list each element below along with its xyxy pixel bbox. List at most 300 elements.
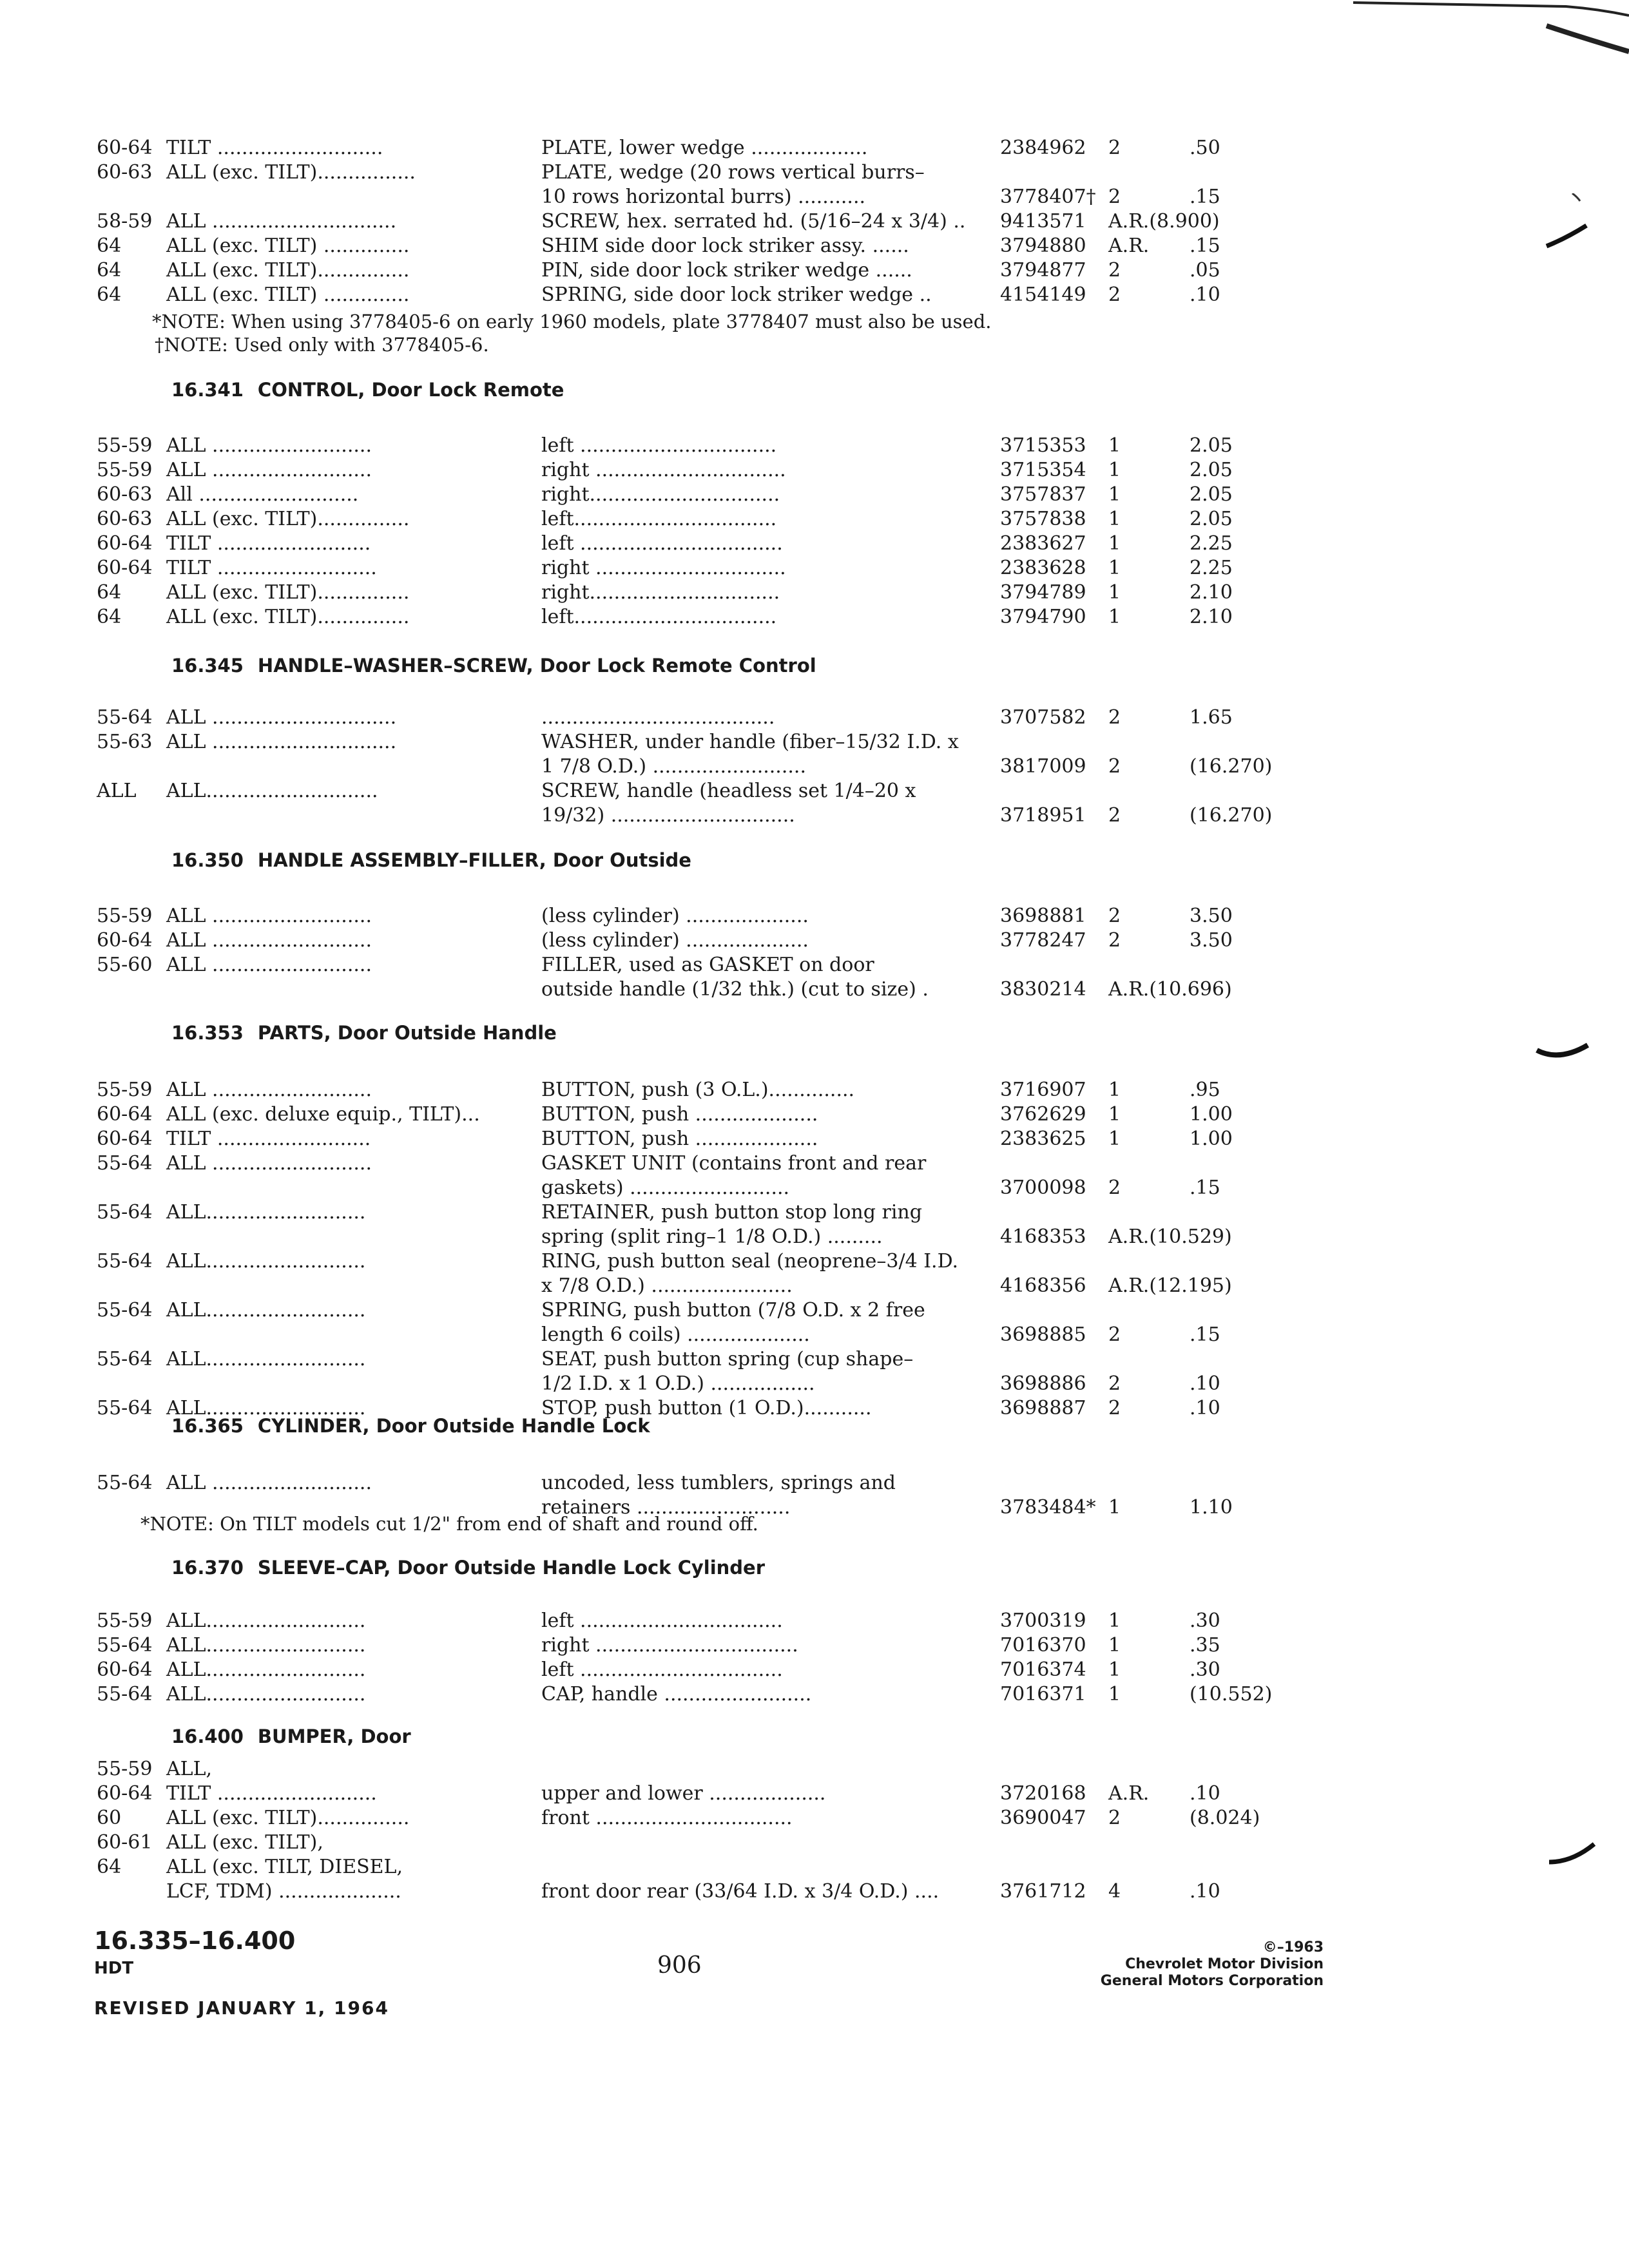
section-subtitle: Door Outside Handle Lock bbox=[369, 1415, 650, 1437]
quantity: A.R.(12.195) bbox=[1108, 1274, 1232, 1297]
part-description: length 6 coils) .................... bbox=[541, 1323, 810, 1346]
part-number: 3762629 bbox=[1000, 1103, 1086, 1126]
model-spec: All .......................... bbox=[166, 483, 359, 506]
section-subtitle: Door Lock Remote bbox=[365, 379, 564, 401]
part-description: 19/32) .............................. bbox=[541, 804, 795, 827]
parts-row bbox=[0, 928, 1629, 954]
part-number: 4168356 bbox=[1000, 1274, 1086, 1297]
year-range: 60-64 bbox=[97, 1103, 153, 1126]
model-spec: ALL (exc. TILT)............... bbox=[166, 581, 410, 604]
parts-row bbox=[0, 729, 1629, 755]
year-range: 55-64 bbox=[97, 1299, 153, 1321]
model-spec: ALL (exc. TILT)............... bbox=[166, 606, 410, 628]
year-range: 64 bbox=[97, 284, 122, 306]
year-range: 60-64 bbox=[97, 532, 153, 555]
parts-row bbox=[0, 1470, 1629, 1496]
quantity: A.R. bbox=[1108, 1782, 1150, 1805]
parts-row bbox=[0, 1126, 1629, 1152]
model-spec: ALL (exc. TILT)............... bbox=[166, 1807, 410, 1829]
part-description: front ................................ bbox=[541, 1807, 793, 1829]
year-range: 55-59 bbox=[97, 459, 153, 481]
part-description: SPRING, push button (7/8 O.D. x 2 free bbox=[541, 1299, 925, 1321]
parts-row bbox=[0, 977, 1629, 1003]
model-spec: ALL .......................... bbox=[166, 434, 372, 457]
part-description: right............................... bbox=[541, 483, 780, 506]
model-spec: ALL.......................... bbox=[166, 1610, 366, 1632]
parts-row bbox=[0, 1657, 1629, 1683]
quantity: 2 bbox=[1108, 1323, 1121, 1346]
year-range: 64 bbox=[97, 1856, 122, 1878]
section-number: 16.353 bbox=[171, 1022, 244, 1044]
price: .15 bbox=[1190, 1323, 1220, 1346]
parts-row bbox=[0, 903, 1629, 929]
parts-row bbox=[0, 1175, 1629, 1201]
parts-row bbox=[0, 754, 1629, 780]
quantity: 1 bbox=[1108, 581, 1121, 604]
section-number: 16.341 bbox=[171, 379, 244, 401]
quantity: A.R. bbox=[1108, 235, 1150, 257]
price: .35 bbox=[1190, 1634, 1220, 1657]
price: 2.05 bbox=[1190, 459, 1233, 481]
part-number: 3778247 bbox=[1000, 929, 1086, 952]
part-description: ...................................... bbox=[541, 706, 775, 729]
price: (10.552) bbox=[1190, 1683, 1273, 1706]
year-range: 55-64 bbox=[97, 1634, 153, 1657]
part-number: 3830214 bbox=[1000, 978, 1086, 1001]
price: .05 bbox=[1190, 259, 1220, 282]
parts-row bbox=[0, 1854, 1629, 1880]
part-number: 3783484* bbox=[1000, 1496, 1096, 1519]
part-number: 3715353 bbox=[1000, 434, 1086, 457]
price: .50 bbox=[1190, 137, 1220, 159]
part-description: left................................. bbox=[541, 508, 777, 530]
model-spec: LCF, TDM) .................... bbox=[166, 1880, 401, 1903]
part-description: gaskets) .......................... bbox=[541, 1177, 790, 1199]
model-spec: ALL (exc. TILT)............... bbox=[166, 259, 410, 282]
part-description: 1 7/8 O.D.) ......................... bbox=[541, 755, 806, 778]
part-description: SCREW, handle (headless set 1/4–20 x bbox=[541, 780, 916, 802]
model-spec: ALL.......................... bbox=[166, 1658, 366, 1681]
part-number: 3761712 bbox=[1000, 1880, 1086, 1903]
model-spec: ALL (exc. TILT, DIESEL, bbox=[166, 1856, 403, 1878]
parts-row bbox=[0, 1347, 1629, 1372]
section-number: 16.365 bbox=[171, 1415, 244, 1437]
price: 2.05 bbox=[1190, 483, 1233, 506]
parts-row bbox=[0, 803, 1629, 829]
part-number: 3757837 bbox=[1000, 483, 1086, 506]
model-spec: ALL .......................... bbox=[166, 1472, 372, 1494]
quantity: 2 bbox=[1108, 929, 1121, 952]
price: 2.10 bbox=[1190, 606, 1233, 628]
price: 1.10 bbox=[1190, 1496, 1233, 1519]
model-spec: ALL .......................... bbox=[166, 1079, 372, 1101]
model-spec: ALL .......................... bbox=[166, 905, 372, 927]
section-subtitle: Door bbox=[354, 1725, 411, 1747]
part-description: right ............................... bbox=[541, 557, 786, 579]
year-range: 64 bbox=[97, 606, 122, 628]
parts-row bbox=[0, 1273, 1629, 1299]
quantity: 2 bbox=[1108, 804, 1121, 827]
model-spec: ALL.......................... bbox=[166, 1250, 366, 1273]
section-number: 16.350 bbox=[171, 849, 244, 871]
parts-row bbox=[0, 1371, 1629, 1397]
price: .15 bbox=[1190, 1177, 1220, 1199]
price: .30 bbox=[1190, 1658, 1220, 1681]
year-range: ALL bbox=[97, 780, 137, 802]
price: .10 bbox=[1190, 1372, 1220, 1395]
model-spec: ALL (exc. TILT)............... bbox=[166, 508, 410, 530]
part-number: 3720168 bbox=[1000, 1782, 1086, 1805]
model-spec: TILT ......................... bbox=[166, 532, 371, 555]
parts-row bbox=[0, 1249, 1629, 1274]
revision-date: REVISED JANUARY 1, 1964 bbox=[94, 1997, 389, 2019]
year-range: 60-64 bbox=[97, 929, 153, 952]
year-range: 55-64 bbox=[97, 1250, 153, 1273]
price: (16.270) bbox=[1190, 755, 1273, 778]
parts-row bbox=[0, 433, 1629, 459]
part-description: x 7/8 O.D.) ....................... bbox=[541, 1274, 793, 1297]
part-description: (less cylinder) .................... bbox=[541, 905, 809, 927]
parts-row bbox=[0, 1781, 1629, 1807]
quantity: 2 bbox=[1108, 1397, 1121, 1419]
copyright-block bbox=[1101, 1939, 1324, 1990]
part-description: PLATE, wedge (20 rows vertical burrs– bbox=[541, 161, 925, 184]
price: .10 bbox=[1190, 1880, 1220, 1903]
parts-row bbox=[0, 555, 1629, 581]
price: .15 bbox=[1190, 235, 1220, 257]
parts-row bbox=[0, 1682, 1629, 1707]
parts-row bbox=[0, 506, 1629, 532]
price: 2.25 bbox=[1190, 532, 1233, 555]
scan-mark bbox=[1353, 0, 1629, 64]
quantity: A.R.(10.696) bbox=[1108, 978, 1232, 1001]
part-description: uncoded, less tumblers, springs and bbox=[541, 1472, 896, 1494]
year-range: 55-64 bbox=[97, 1683, 153, 1706]
part-number: 3698887 bbox=[1000, 1397, 1086, 1419]
quantity: 2 bbox=[1108, 137, 1121, 159]
parts-row bbox=[0, 1608, 1629, 1634]
division-name: Chevrolet Motor Division bbox=[1125, 1956, 1324, 1972]
parts-row bbox=[0, 778, 1629, 804]
part-description: left ................................. bbox=[541, 1610, 783, 1632]
section-number: 16.345 bbox=[171, 655, 244, 677]
parts-row bbox=[0, 1805, 1629, 1831]
model-spec: ALL .............................. bbox=[166, 210, 397, 233]
part-number: 4154149 bbox=[1000, 284, 1086, 306]
model-spec: ALL .......................... bbox=[166, 954, 372, 976]
part-description: GASKET UNIT (contains front and rear bbox=[541, 1152, 927, 1175]
parts-row bbox=[0, 952, 1629, 978]
year-range: 60-64 bbox=[97, 1128, 153, 1150]
quantity: 1 bbox=[1108, 532, 1121, 555]
price: .30 bbox=[1190, 1610, 1220, 1632]
parts-row bbox=[0, 209, 1629, 235]
parts-row bbox=[0, 1200, 1629, 1225]
year-range: 55-59 bbox=[97, 1079, 153, 1101]
part-number: 3794789 bbox=[1000, 581, 1086, 604]
model-spec: ALL (exc. TILT) .............. bbox=[166, 235, 410, 257]
year-range: 60-63 bbox=[97, 483, 153, 506]
quantity: A.R.(8.900) bbox=[1108, 210, 1220, 233]
section-header bbox=[171, 379, 564, 401]
note: *NOTE: On TILT models cut 1/2" from end of shaft and round off. bbox=[140, 1513, 758, 1535]
note: †NOTE: Used only with 3778405-6. bbox=[155, 334, 489, 356]
year-range: 55-60 bbox=[97, 954, 153, 976]
part-description: outside handle (1/32 thk.) (cut to size) . bbox=[541, 978, 929, 1001]
model-spec: ALL .......................... bbox=[166, 459, 372, 481]
parts-row bbox=[0, 1077, 1629, 1103]
parts-row bbox=[0, 258, 1629, 284]
year-range: 55-59 bbox=[97, 905, 153, 927]
part-description: right............................... bbox=[541, 581, 780, 604]
year-range: 64 bbox=[97, 581, 122, 604]
section-name: BUMPER, bbox=[257, 1725, 354, 1747]
part-description: right ................................. bbox=[541, 1634, 798, 1657]
series-label: HDT bbox=[94, 1959, 134, 1978]
quantity: 1 bbox=[1108, 1496, 1121, 1519]
part-number: 3698885 bbox=[1000, 1323, 1086, 1346]
parts-row bbox=[0, 1151, 1629, 1177]
model-spec: TILT ........................... bbox=[166, 137, 383, 159]
section-name: CONTROL, bbox=[257, 379, 365, 401]
parts-row bbox=[0, 282, 1629, 308]
parts-row bbox=[0, 1322, 1629, 1348]
year-range: 60-64 bbox=[97, 137, 153, 159]
part-number: 7016370 bbox=[1000, 1634, 1086, 1657]
part-number: 3690047 bbox=[1000, 1807, 1086, 1829]
price: 2.05 bbox=[1190, 434, 1233, 457]
year-range: 60-63 bbox=[97, 161, 153, 184]
copyright: ©–1963 bbox=[1262, 1939, 1324, 1956]
part-number: 3778407† bbox=[1000, 186, 1096, 208]
year-range: 64 bbox=[97, 235, 122, 257]
price: (8.024) bbox=[1190, 1807, 1260, 1829]
quantity: 2 bbox=[1108, 259, 1121, 282]
part-description: FILLER, used as GASKET on door bbox=[541, 954, 874, 976]
model-spec: ALL.......................... bbox=[166, 1299, 366, 1321]
part-number: 3698881 bbox=[1000, 905, 1086, 927]
part-description: WASHER, under handle (fiber–15/32 I.D. x bbox=[541, 731, 959, 753]
year-range: 60-64 bbox=[97, 1658, 153, 1681]
part-description: SEAT, push button spring (cup shape– bbox=[541, 1348, 914, 1370]
parts-row bbox=[0, 1102, 1629, 1128]
part-description: front door rear (33/64 I.D. x 3/4 O.D.) .... bbox=[541, 1880, 940, 1903]
price: .15 bbox=[1190, 186, 1220, 208]
section-subtitle: Door Outside Handle Lock Cylinder bbox=[390, 1557, 766, 1579]
part-number: 3707582 bbox=[1000, 706, 1086, 729]
part-description: PLATE, lower wedge ................... bbox=[541, 137, 868, 159]
part-number: 3794790 bbox=[1000, 606, 1086, 628]
price: .10 bbox=[1190, 1397, 1220, 1419]
section-name: HANDLE–WASHER–SCREW, bbox=[257, 655, 534, 677]
price: 2.25 bbox=[1190, 557, 1233, 579]
section-subtitle: Door Outside bbox=[546, 849, 691, 871]
price: .10 bbox=[1190, 1782, 1220, 1805]
part-description: SPRING, side door lock striker wedge .. bbox=[541, 284, 932, 306]
part-number: 2383625 bbox=[1000, 1128, 1086, 1150]
model-spec: ALL.......................... bbox=[166, 1348, 366, 1370]
part-number: 3794877 bbox=[1000, 259, 1086, 282]
quantity: 4 bbox=[1108, 1880, 1121, 1903]
model-spec: ALL (exc. deluxe equip., TILT)... bbox=[166, 1103, 480, 1126]
price: (16.270) bbox=[1190, 804, 1273, 827]
quantity: 1 bbox=[1108, 1683, 1121, 1706]
model-spec: TILT .......................... bbox=[166, 557, 377, 579]
part-number: 3715354 bbox=[1000, 459, 1086, 481]
part-number: 2383627 bbox=[1000, 532, 1086, 555]
parts-row bbox=[0, 531, 1629, 557]
year-range: 55-64 bbox=[97, 1201, 153, 1224]
part-description: PIN, side door lock striker wedge ...... bbox=[541, 259, 912, 282]
parts-row bbox=[0, 160, 1629, 186]
part-description: retainers ......................... bbox=[541, 1496, 791, 1519]
price: .95 bbox=[1190, 1079, 1220, 1101]
year-range: 55-64 bbox=[97, 1472, 153, 1494]
section-name: CYLINDER, bbox=[257, 1415, 370, 1437]
quantity: 2 bbox=[1108, 1372, 1121, 1395]
year-range: 55-59 bbox=[97, 1610, 153, 1632]
part-number: 3757838 bbox=[1000, 508, 1086, 530]
part-description: 10 rows horizontal burrs) ........... bbox=[541, 186, 866, 208]
part-description: BUTTON, push .................... bbox=[541, 1103, 818, 1126]
section-header bbox=[171, 655, 816, 677]
model-spec: TILT .......................... bbox=[166, 1782, 377, 1805]
model-spec: ALL .............................. bbox=[166, 731, 397, 753]
parts-row bbox=[0, 1298, 1629, 1323]
part-description: BUTTON, push .................... bbox=[541, 1128, 818, 1150]
model-spec: ALL (exc. TILT) .............. bbox=[166, 284, 410, 306]
model-spec: ALL.......................... bbox=[166, 1397, 366, 1419]
part-description: 1/2 I.D. x 1 O.D.) ................. bbox=[541, 1372, 815, 1395]
model-spec: ALL .......................... bbox=[166, 1152, 372, 1175]
part-number: 9413571 bbox=[1000, 210, 1086, 233]
part-number: 3700319 bbox=[1000, 1610, 1086, 1632]
year-range: 58-59 bbox=[97, 210, 153, 233]
quantity: 1 bbox=[1108, 1610, 1121, 1632]
price: 1.65 bbox=[1190, 706, 1233, 729]
parts-row bbox=[0, 233, 1629, 259]
year-range: 55-63 bbox=[97, 731, 153, 753]
note: *NOTE: When using 3778405-6 on early 1960 models, plate 3778407 must also be used. bbox=[152, 311, 992, 332]
section-header bbox=[171, 1557, 765, 1579]
page-code: 16.335–16.400 bbox=[94, 1927, 296, 1955]
quantity: 1 bbox=[1108, 1128, 1121, 1150]
part-number: 3698886 bbox=[1000, 1372, 1086, 1395]
section-header bbox=[171, 849, 691, 871]
year-range: 60-64 bbox=[97, 1782, 153, 1805]
parts-row bbox=[0, 1756, 1629, 1782]
quantity: 1 bbox=[1108, 1634, 1121, 1657]
price: 1.00 bbox=[1190, 1128, 1233, 1150]
quantity: 2 bbox=[1108, 905, 1121, 927]
part-description: RETAINER, push button stop long ring bbox=[541, 1201, 922, 1224]
part-number: 7016371 bbox=[1000, 1683, 1086, 1706]
model-spec: ALL (exc. TILT), bbox=[166, 1831, 323, 1854]
part-description: CAP, handle ........................ bbox=[541, 1683, 812, 1706]
parts-row bbox=[0, 580, 1629, 606]
quantity: 2 bbox=[1108, 1807, 1121, 1829]
part-description: BUTTON, push (3 O.L.).............. bbox=[541, 1079, 855, 1101]
year-range: 55-59 bbox=[97, 1758, 153, 1780]
parts-row bbox=[0, 1224, 1629, 1250]
quantity: 1 bbox=[1108, 1658, 1121, 1681]
part-description: left................................. bbox=[541, 606, 777, 628]
price: 3.50 bbox=[1190, 905, 1233, 927]
quantity: 2 bbox=[1108, 284, 1121, 306]
section-number: 16.400 bbox=[171, 1725, 244, 1747]
section-header bbox=[171, 1725, 411, 1747]
scan-mark bbox=[1547, 1836, 1598, 1875]
parts-row bbox=[0, 1879, 1629, 1905]
part-number: 3794880 bbox=[1000, 235, 1086, 257]
model-spec: ALL.......................... bbox=[166, 1634, 366, 1657]
parts-row bbox=[0, 184, 1629, 210]
section-subtitle: Door Lock Remote Control bbox=[533, 655, 816, 677]
part-description: spring (split ring–1 1/8 O.D.) ......... bbox=[541, 1225, 883, 1248]
year-range: 60-63 bbox=[97, 508, 153, 530]
section-name: PARTS, bbox=[257, 1022, 331, 1044]
year-range: 55-64 bbox=[97, 1397, 153, 1419]
part-description: left ................................. bbox=[541, 532, 783, 555]
model-spec: ALL.......................... bbox=[166, 1683, 366, 1706]
section-name: SLEEVE–CAP, bbox=[257, 1557, 391, 1579]
year-range: 55-59 bbox=[97, 434, 153, 457]
quantity: 1 bbox=[1108, 434, 1121, 457]
part-number: 3716907 bbox=[1000, 1079, 1086, 1101]
year-range: 55-64 bbox=[97, 1348, 153, 1370]
quantity: 1 bbox=[1108, 557, 1121, 579]
model-spec: ALL.......................... bbox=[166, 1201, 366, 1224]
model-spec: ALL .......................... bbox=[166, 929, 372, 952]
model-spec: ALL .............................. bbox=[166, 706, 397, 729]
part-description: RING, push button seal (neoprene–3/4 I.D. bbox=[541, 1250, 959, 1273]
model-spec: ALL............................ bbox=[166, 780, 378, 802]
part-number: 3700098 bbox=[1000, 1177, 1086, 1199]
part-description: right ............................... bbox=[541, 459, 786, 481]
section-number: 16.370 bbox=[171, 1557, 244, 1579]
price: 2.05 bbox=[1190, 508, 1233, 530]
price: 1.00 bbox=[1190, 1103, 1233, 1126]
part-description: left ................................ bbox=[541, 434, 777, 457]
quantity: 2 bbox=[1108, 706, 1121, 729]
part-number: 7016374 bbox=[1000, 1658, 1086, 1681]
part-description: (less cylinder) .................... bbox=[541, 929, 809, 952]
quantity: 1 bbox=[1108, 1103, 1121, 1126]
part-number: 4168353 bbox=[1000, 1225, 1086, 1248]
year-range: 60-61 bbox=[97, 1831, 153, 1854]
quantity: 1 bbox=[1108, 483, 1121, 506]
quantity: 1 bbox=[1108, 459, 1121, 481]
quantity: 2 bbox=[1108, 755, 1121, 778]
section-name: HANDLE ASSEMBLY–FILLER, bbox=[257, 849, 546, 871]
quantity: 2 bbox=[1108, 186, 1121, 208]
parts-row bbox=[0, 135, 1629, 161]
year-range: 64 bbox=[97, 259, 122, 282]
year-range: 60 bbox=[97, 1807, 122, 1829]
quantity: 2 bbox=[1108, 1177, 1121, 1199]
price: .10 bbox=[1190, 284, 1220, 306]
year-range: 55-64 bbox=[97, 1152, 153, 1175]
part-description: SCREW, hex. serrated hd. (5/16–24 x 3/4) .. bbox=[541, 210, 966, 233]
part-description: STOP, push button (1 O.D.)........... bbox=[541, 1397, 872, 1419]
quantity: 1 bbox=[1108, 508, 1121, 530]
parts-row bbox=[0, 457, 1629, 483]
quantity: 1 bbox=[1108, 606, 1121, 628]
model-spec: ALL, bbox=[166, 1758, 213, 1780]
scan-mark bbox=[1534, 1031, 1592, 1070]
parts-row bbox=[0, 1830, 1629, 1856]
part-number: 3718951 bbox=[1000, 804, 1086, 827]
